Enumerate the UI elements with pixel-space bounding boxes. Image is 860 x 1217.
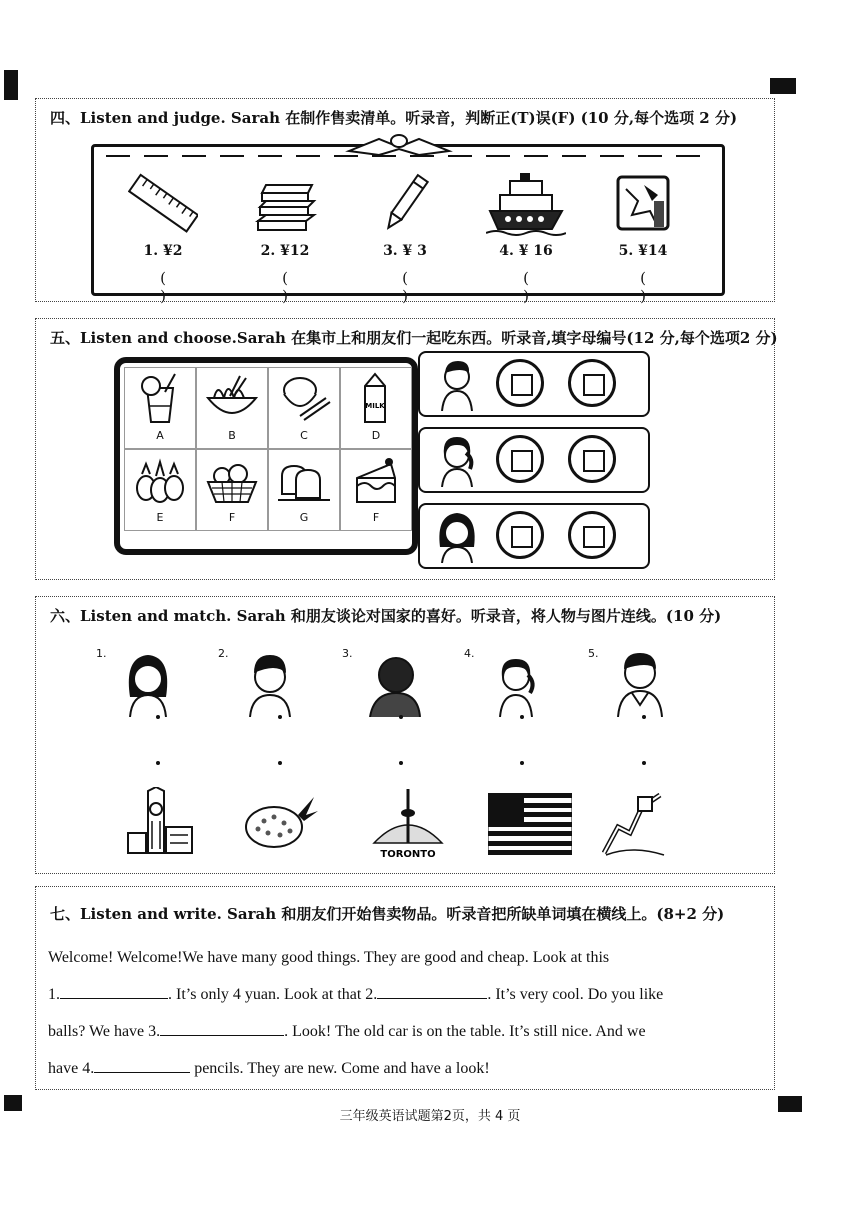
passage-text: . Look! The old car is on the table. It’s still nice. And we — [284, 1023, 646, 1040]
answer-blank-2[interactable] — [377, 998, 487, 999]
woman-avatar-icon — [118, 647, 178, 717]
match-dot-place[interactable] — [399, 761, 403, 765]
cake-icon — [351, 454, 401, 508]
answer-row-woman — [418, 503, 650, 569]
passage-line-2 — [48, 976, 764, 1013]
section-listen-choose — [35, 318, 778, 580]
match-dot-person[interactable] — [642, 715, 646, 719]
food-letter: E — [156, 511, 164, 524]
passage-line-3 — [48, 1013, 764, 1050]
answer-parens[interactable]: ( ) — [523, 269, 555, 305]
food-cell-c — [268, 367, 340, 449]
page-footer: 三年级英语试题第2页，共 4 页 — [339, 1109, 521, 1124]
person-5 — [588, 647, 670, 717]
passage-text: 1. — [48, 986, 60, 1003]
food-cell-f — [196, 449, 268, 531]
food-cell-b — [196, 367, 268, 449]
food-letter: A — [156, 429, 164, 442]
ribbon-icon — [339, 133, 459, 159]
food-cell-d — [340, 367, 412, 449]
person-number: 1. — [96, 647, 107, 660]
boy-dark-avatar-icon — [364, 647, 424, 717]
food-cell-h — [340, 449, 412, 531]
boy-avatar-icon — [432, 355, 482, 411]
passage-text: have 4. — [48, 1060, 95, 1077]
answer-blank-1[interactable] — [60, 998, 168, 999]
food-cell-a — [124, 367, 196, 449]
price-label: 5. ¥14 — [618, 243, 668, 259]
ship-icon — [486, 171, 566, 237]
food-letter: F — [372, 511, 380, 524]
person-2 — [218, 647, 300, 717]
answer-plate[interactable] — [496, 359, 544, 407]
girl-avatar-icon — [486, 647, 546, 717]
answer-plate[interactable] — [568, 511, 616, 559]
toronto-label: TORONTO — [380, 849, 436, 860]
girl-avatar-icon — [432, 431, 482, 487]
passage-text: . It’s only 4 yuan. Look at that 2. — [168, 986, 378, 1003]
food-letter: G — [299, 511, 309, 524]
vegetables-icon — [132, 454, 188, 508]
answer-plate[interactable] — [568, 359, 616, 407]
usa-flag-icon — [488, 793, 572, 855]
food-menu-board — [114, 357, 418, 555]
person-3 — [342, 647, 424, 717]
price-label: 1. ¥2 — [143, 243, 183, 259]
food-cell-e — [124, 449, 196, 531]
pencil-icon — [370, 171, 440, 237]
milk-text: MILK — [365, 402, 385, 410]
answer-plate[interactable] — [568, 435, 616, 483]
answer-blank-4[interactable] — [94, 1072, 190, 1073]
registration-mark — [770, 78, 796, 94]
section-listen-match — [35, 596, 775, 874]
price-label: 4. ¥ 16 — [499, 243, 553, 259]
match-dot-place[interactable] — [156, 761, 160, 765]
section-title: 五、Listen and choose.Sarah 在集市上和朋友们一起吃东西。听录音,填字母编号(12 分,每个选项2 分) — [50, 329, 778, 347]
person-number: 2. — [218, 647, 229, 660]
person-number: 3. — [342, 647, 353, 660]
answer-plate[interactable] — [496, 435, 544, 483]
milk-icon — [351, 372, 401, 426]
passage-line-1 — [48, 939, 764, 976]
toronto-icon — [368, 787, 448, 863]
match-dot-person[interactable] — [156, 715, 160, 719]
passage-text: Welcome! Welcome!We have many good things. They are good and cheap. Look at this — [48, 949, 610, 966]
map-icon — [608, 171, 678, 237]
food-letter: F — [228, 511, 236, 524]
section-listen-write — [35, 886, 775, 1090]
passage — [48, 939, 764, 1087]
section-title: 七、Listen and write. Sarah 和朋友们开始售卖物品。听录音把所缺单词填在横线上。(8+2 分) — [50, 905, 725, 923]
match-dot-place[interactable] — [642, 761, 646, 765]
sale-item-4 — [471, 171, 581, 305]
fruit-basket-icon — [202, 454, 262, 508]
passage-line-4 — [48, 1050, 764, 1087]
match-dot-person[interactable] — [520, 715, 524, 719]
rice-icon — [276, 372, 332, 426]
person-number: 5. — [588, 647, 599, 660]
ruler-icon — [128, 171, 198, 237]
section-title: 四、Listen and judge. Sarah 在制作售卖清单。听录音，判断正(T)误(F) (10 分,每个选项 2 分) — [50, 109, 738, 127]
pineapple-icon — [240, 787, 320, 857]
registration-mark — [4, 70, 18, 100]
answer-parens[interactable]: ( ) — [160, 269, 192, 305]
answer-row-boy — [418, 351, 650, 417]
answer-plate[interactable] — [496, 511, 544, 559]
sale-item-3 — [350, 171, 460, 305]
sale-item-1 — [108, 171, 218, 305]
food-letter: C — [300, 429, 308, 442]
food-letter: B — [228, 429, 236, 442]
answer-row-girl — [418, 427, 650, 493]
match-dot-place[interactable] — [278, 761, 282, 765]
answer-parens[interactable]: ( ) — [640, 269, 672, 305]
passage-text: balls? We have 3. — [48, 1023, 161, 1040]
match-dot-place[interactable] — [520, 761, 524, 765]
price-label: 2. ¥12 — [260, 243, 310, 259]
section-listen-judge — [35, 98, 775, 305]
answer-blank-3[interactable] — [160, 1035, 284, 1036]
man-avatar-icon — [610, 647, 670, 717]
match-dot-person[interactable] — [278, 715, 282, 719]
noodles-icon — [204, 372, 260, 426]
juice-icon — [135, 372, 185, 426]
great-wall-icon — [602, 793, 666, 857]
person-4 — [464, 647, 546, 717]
answer-parens[interactable]: ( ) — [282, 269, 314, 305]
answer-parens[interactable]: ( ) — [402, 269, 434, 305]
boy-avatar-icon — [240, 647, 300, 717]
sale-item-5 — [588, 171, 698, 305]
passage-text: . It’s very cool. Do you like — [487, 986, 664, 1003]
books-icon — [250, 171, 320, 237]
section-title: 六、Listen and match. Sarah 和朋友谈论对国家的喜好。听录音，将人物与图片连线。(10 分) — [50, 607, 722, 625]
sale-item-2 — [230, 171, 340, 305]
woman-avatar-icon — [432, 507, 482, 563]
bread-icon — [274, 454, 334, 508]
person-number: 4. — [464, 647, 475, 660]
price-label: 3. ¥ 3 — [383, 243, 427, 259]
passage-text: pencils. They are new. Come and have a look! — [190, 1060, 490, 1077]
food-letter: D — [371, 429, 381, 442]
food-cell-g — [268, 449, 340, 531]
big-ben-icon — [126, 787, 196, 857]
person-1 — [96, 647, 178, 717]
match-dot-person[interactable] — [399, 715, 403, 719]
